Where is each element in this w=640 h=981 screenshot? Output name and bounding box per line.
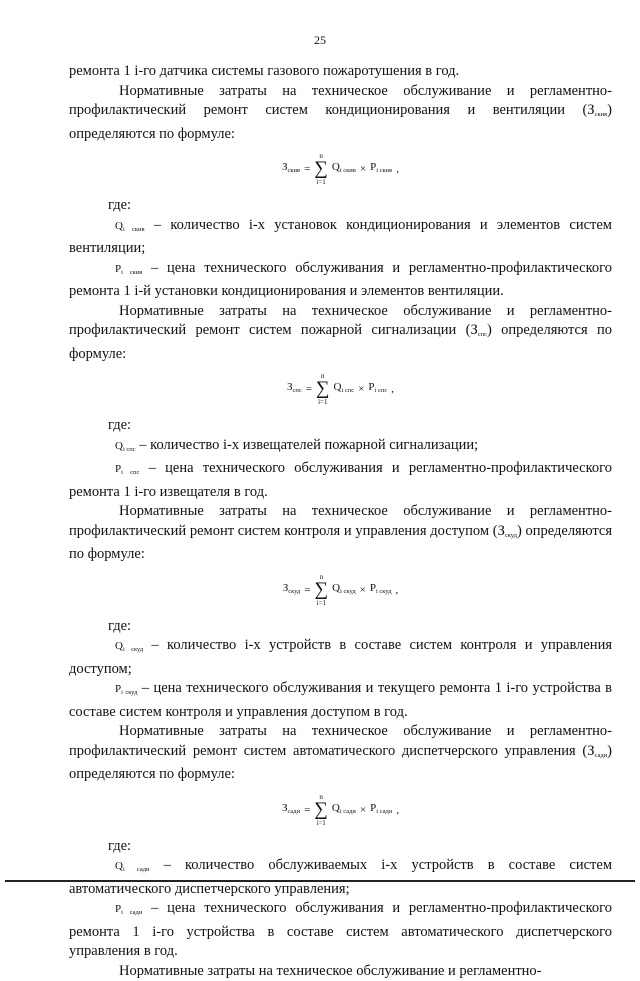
variable-definition: $Q_{i скив}$ – количество i-х установок кондиционирования и элементов систем вентиляции; bbox=[69, 216, 612, 259]
page-number: 25 bbox=[0, 33, 640, 48]
sum-symbol bbox=[316, 372, 330, 406]
formula-expression bbox=[283, 573, 399, 607]
formula bbox=[69, 793, 612, 827]
formula-expression bbox=[282, 152, 399, 186]
formula-quantity: $Q_{i сади}$ bbox=[332, 801, 356, 819]
variable-definition: $P_{i скив}$ – цена технического обслуживания и регламентно-профилактического ремонта 1 i-й установки кондиционирования и элементов вентиляции. bbox=[69, 259, 612, 302]
sigma-glyph: ∑ bbox=[314, 801, 328, 819]
formula-lhs-subscript: спс bbox=[293, 387, 302, 394]
formula-lhs: $З_{спс}$ bbox=[287, 380, 302, 398]
variable-symbol: $P_{i скив}$ bbox=[115, 263, 142, 275]
variable-symbol-subscript: i сади bbox=[121, 909, 142, 916]
variable-symbol-subscript: i скив bbox=[123, 226, 145, 233]
formula-lhs-subscript: скуд bbox=[288, 588, 300, 595]
sum-lower-limit: i=1 bbox=[316, 178, 325, 186]
formula-times: × bbox=[360, 162, 366, 176]
where-label: где: bbox=[69, 617, 612, 637]
variable-symbol: $Q_{i спс}$ bbox=[115, 440, 136, 452]
sigma-glyph: ∑ bbox=[314, 160, 328, 178]
sigma-glyph: ∑ bbox=[315, 581, 329, 599]
formula-comma: , bbox=[391, 382, 394, 396]
variable-definition: $Q_{i спс}$ – количество i-х извещателей пожарной сигнализации; bbox=[69, 436, 612, 460]
variable-symbol: $P_{i сади}$ bbox=[115, 903, 142, 915]
variable-symbol: $P_{i скуд}$ bbox=[115, 683, 137, 695]
sum-lower-limit: i=1 bbox=[317, 599, 326, 607]
formula-price-subscript: i спс bbox=[375, 387, 388, 394]
cost-subscript: сади bbox=[595, 752, 608, 759]
formula-lhs: $З_{скив}$ bbox=[282, 160, 300, 178]
paragraph: Нормативные затраты на техническое обслуживание и регламентно-профилактический ремонт систем пожарной сигнализации $(З_{спс})$ определяются по формуле: bbox=[69, 302, 612, 365]
formula-quantity: $Q_{i скив}$ bbox=[332, 160, 356, 178]
formula-equals: = bbox=[304, 803, 310, 817]
cost-subscript: скив bbox=[595, 111, 608, 118]
variable-definition: $P_{i спс}$ – цена технического обслуживания и регламентно-профилактического ремонта 1 i-го извещателя в год. bbox=[69, 459, 612, 502]
variable-symbol: $Q_{i скуд}$ bbox=[115, 640, 143, 652]
variable-symbol-subscript: i спс bbox=[121, 469, 139, 476]
formula-equals: = bbox=[304, 162, 310, 176]
formula-price: $P_{i скуд}$ bbox=[370, 581, 392, 599]
variable-definition: $Q_{i сади}$ – количество обслуживаемых i-х устройств в составе систем автоматического диспетчерского управления; bbox=[69, 856, 612, 899]
where-label: где: bbox=[69, 416, 612, 436]
paragraph: ремонта 1 i-го датчика системы газового пожаротушения в год. bbox=[69, 62, 612, 82]
formula-price-subscript: i сади bbox=[376, 808, 392, 815]
variable-definition: $P_{i сади}$ – цена технического обслуживания и регламентно-профилактического ремонта 1 i-го устройства в составе систем автоматического диспетчерского управления в год. bbox=[69, 899, 612, 962]
variable-definition: $Q_{i скуд}$ – количество i-х устройств в составе систем контроля и управления доступом; bbox=[69, 636, 612, 679]
variable-symbol-subscript: i скуд bbox=[123, 646, 143, 653]
formula-expression bbox=[282, 793, 399, 827]
formula-price: $P_{i спс}$ bbox=[368, 380, 387, 398]
bottom-divider bbox=[5, 880, 635, 882]
formula bbox=[69, 372, 612, 406]
paragraph: Нормативные затраты на техническое обслуживание и регламентно- bbox=[69, 962, 612, 981]
formula-times: × bbox=[360, 803, 366, 817]
sum-symbol bbox=[314, 793, 328, 827]
variable-symbol: $Q_{i сади}$ bbox=[115, 860, 150, 872]
formula-expression bbox=[287, 372, 394, 406]
formula-lhs-subscript: скив bbox=[288, 167, 301, 174]
formula-lhs: $З_{скуд}$ bbox=[283, 581, 301, 599]
sigma-glyph: ∑ bbox=[316, 380, 330, 398]
cost-subscript: скуд bbox=[505, 532, 517, 539]
formula-lhs-subscript: сади bbox=[287, 808, 300, 815]
formula bbox=[69, 152, 612, 186]
formula-times: × bbox=[360, 583, 366, 597]
where-label: где: bbox=[69, 196, 612, 216]
sum-symbol bbox=[314, 152, 328, 186]
sum-symbol bbox=[315, 573, 329, 607]
formula-lhs: $З_{сади}$ bbox=[282, 801, 300, 819]
variable-symbol-subscript: i скуд bbox=[121, 689, 137, 696]
variable-symbol-subscript: i сади bbox=[123, 866, 150, 873]
sum-upper-limit: n bbox=[321, 372, 325, 380]
sum-upper-limit: n bbox=[319, 152, 323, 160]
formula-comma: , bbox=[396, 162, 399, 176]
cost-subscript: спс bbox=[478, 331, 487, 338]
formula-quantity-subscript: i скуд bbox=[340, 588, 356, 595]
variable-symbol-subscript: i спс bbox=[123, 446, 136, 453]
formula-price-subscript: i скив bbox=[376, 167, 392, 174]
formula bbox=[69, 573, 612, 607]
formula-quantity-subscript: i сади bbox=[340, 808, 356, 815]
formula-equals: = bbox=[304, 583, 310, 597]
paragraph: Нормативные затраты на техническое обслуживание и регламентно-профилактический ремонт систем автоматического диспетчерского управления $(З_{сади})$ определяются по формуле: bbox=[69, 722, 612, 785]
formula-comma: , bbox=[396, 583, 399, 597]
formula-price: $P_{i сади}$ bbox=[370, 801, 392, 819]
variable-definition: $P_{i скуд}$ – цена технического обслуживания и текущего ремонта 1 i-го устройства в составе систем контроля и управления доступом в год. bbox=[69, 679, 612, 722]
paragraph: Нормативные затраты на техническое обслуживание и регламентно-профилактический ремонт систем кондиционирования и вентиляции $(З_{скив})$ определяются по формуле: bbox=[69, 82, 612, 145]
where-label: где: bbox=[69, 837, 612, 857]
document-body bbox=[69, 62, 612, 981]
formula-price: $P_{i скив}$ bbox=[370, 160, 392, 178]
formula-quantity: $Q_{i скуд}$ bbox=[332, 581, 355, 599]
variable-symbol: $P_{i спс}$ bbox=[115, 463, 139, 475]
sum-upper-limit: n bbox=[319, 793, 323, 801]
formula-times: × bbox=[358, 382, 364, 396]
variable-symbol-subscript: i скив bbox=[121, 269, 142, 276]
formula-comma: , bbox=[396, 803, 399, 817]
variable-symbol: $Q_{i скив}$ bbox=[115, 220, 145, 232]
formula-quantity: $Q_{i спс}$ bbox=[334, 380, 355, 398]
formula-price-subscript: i скуд bbox=[376, 588, 392, 595]
sum-lower-limit: i=1 bbox=[316, 819, 325, 827]
sum-lower-limit: i=1 bbox=[318, 398, 327, 406]
formula-equals: = bbox=[306, 382, 312, 396]
formula-quantity-subscript: i скив bbox=[340, 167, 356, 174]
formula-quantity-subscript: i спс bbox=[342, 387, 355, 394]
sum-upper-limit: n bbox=[320, 573, 324, 581]
paragraph: Нормативные затраты на техническое обслуживание и регламентно-профилактический ремонт систем контроля и управления доступом $(З_{скуд})$ определяются по формуле: bbox=[69, 502, 612, 565]
